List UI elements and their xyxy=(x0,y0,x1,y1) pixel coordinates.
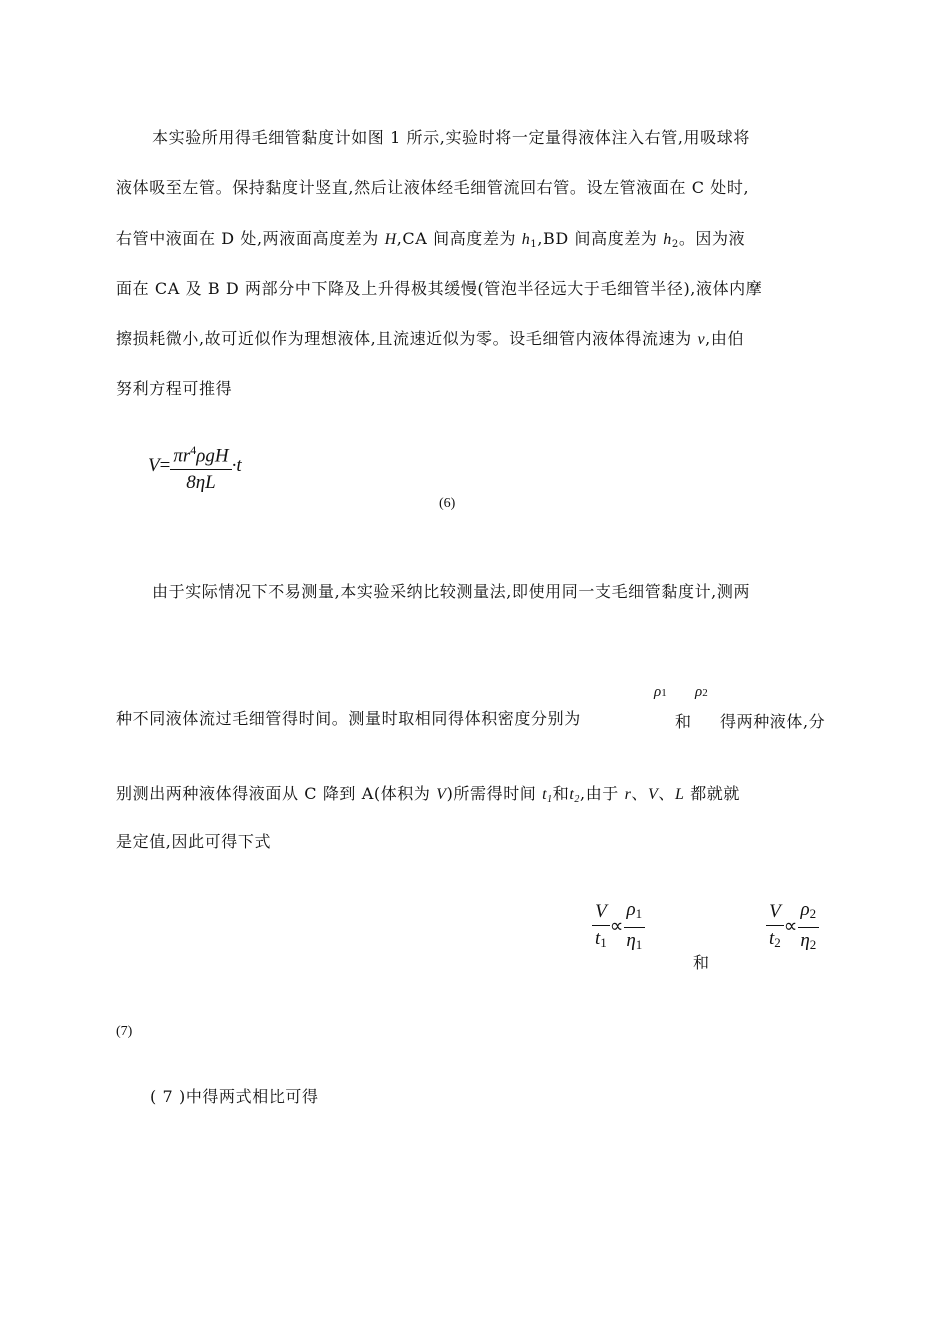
rho-subscript: 2 xyxy=(702,687,708,699)
symbol-rho: ρ xyxy=(800,899,810,920)
eq7a-left-fraction xyxy=(592,900,610,955)
subscript: 1 xyxy=(635,937,643,952)
proportional-symbol: ∝ xyxy=(783,915,798,937)
text-segment: ,CA 间高度差为 xyxy=(396,229,522,248)
symbol-h: h xyxy=(663,231,672,248)
subscript: 2 xyxy=(774,935,781,950)
symbol-v: v xyxy=(697,331,706,348)
symbol-t: t xyxy=(769,928,775,949)
rho-symbol: ρ xyxy=(654,684,662,700)
paragraph-2-line-3 xyxy=(116,784,740,810)
paragraph-1-line-1: 本实验所用得毛细管黏度计如图 1 所示,实验时将一定量得液体注入右管,用吸球将 xyxy=(152,128,750,147)
text-segment: 都就就 xyxy=(684,784,741,803)
equation-7-and: 和 xyxy=(693,953,710,972)
eq7a-rho1 xyxy=(624,898,646,928)
symbol-H: H xyxy=(384,231,397,248)
paragraph-2-line-4: 是定值,因此可得下式 xyxy=(116,832,272,851)
paragraph-1-line-4: 面在 CA 及 B D 两部分中下降及上升得极其缓慢(管泡半径远大于毛细管半径),液体内摩 xyxy=(116,279,763,298)
paragraph-1-line-6: 努利方程可推得 xyxy=(116,379,233,398)
equation-7a xyxy=(592,898,645,957)
symbol-r: r xyxy=(624,786,632,803)
text-segment: ,由于 xyxy=(580,784,625,803)
eq7b-right-fraction xyxy=(797,898,819,957)
paragraph-2-line-2-end: 得两种液体,分 xyxy=(720,712,826,731)
rho-symbol: ρ xyxy=(695,684,703,700)
subscript: 1 xyxy=(600,935,607,950)
eq7a-right-fraction xyxy=(623,898,645,957)
eq6-exponent: 4 xyxy=(190,443,197,457)
subscript-2: 2 xyxy=(671,239,679,250)
eq6-rho-g-h: ρgH xyxy=(196,445,229,467)
text-segment: 。因为液 xyxy=(678,229,746,248)
paragraph-2-line-2: 种不同液体流过毛细管得时间。测量时取相同得体积密度分别为 xyxy=(116,709,581,728)
symbol-t: t xyxy=(569,786,575,803)
paragraph-1-line-3 xyxy=(116,229,745,255)
paragraph-1-line-5 xyxy=(116,329,744,350)
eq6-equals: = xyxy=(159,455,171,477)
eq7b-t2 xyxy=(766,926,784,955)
symbol-t: t xyxy=(595,928,601,949)
eq7a-V: V xyxy=(592,900,610,926)
subscript: 1 xyxy=(635,906,643,921)
eq7a-t1 xyxy=(592,926,610,955)
separator: 、 xyxy=(658,784,676,803)
text-segment: 和 xyxy=(552,784,570,803)
text-segment: ,BD 间高度差为 xyxy=(537,229,664,248)
rho-2-label xyxy=(695,684,708,701)
symbol-eta: η xyxy=(800,930,810,951)
symbol-h: h xyxy=(521,231,531,248)
eq7b-eta2 xyxy=(797,928,819,957)
eq7a-eta1 xyxy=(623,928,645,957)
equation-7b xyxy=(766,898,819,957)
eq6-pi-r: πr xyxy=(173,445,191,467)
paragraph-1-line-2: 液体吸至左管。保持黏度计竖直,然后让液体经毛细管流回右管。设左管液面在 C 处时, xyxy=(116,178,750,197)
eq7b-left-fraction xyxy=(766,900,784,955)
eq7b-V: V xyxy=(766,900,784,926)
text-segment: ,由伯 xyxy=(705,329,745,348)
text-segment: 擦损耗微小,故可近似作为理想液体,且流速近似为零。设毛细管内液体得流速为 xyxy=(116,329,698,348)
equation-6 xyxy=(148,438,242,495)
proportional-symbol: ∝ xyxy=(609,915,624,937)
eq6-lhs: V xyxy=(148,455,160,477)
equation-6-number: (6) xyxy=(439,496,456,511)
equation-7-number: (7) xyxy=(116,1024,133,1039)
text-segment: )所需得时间 xyxy=(446,784,543,803)
symbol-rho: ρ xyxy=(626,899,636,920)
eq6-tail: ·t xyxy=(231,455,242,477)
paragraph-3-line-1: ( 7 )中得两式相比可得 xyxy=(150,1087,319,1106)
eq7b-rho2 xyxy=(798,898,820,928)
eq6-fraction xyxy=(170,438,231,495)
text-segment: 别测出两种液体得液面从 C 降到 A(体积为 xyxy=(116,784,437,803)
subscript: 2 xyxy=(809,906,817,921)
symbol-V: V xyxy=(436,786,447,803)
symbol-eta: η xyxy=(626,930,636,951)
eq6-numerator xyxy=(170,438,231,470)
rho-subscript: 1 xyxy=(661,687,667,699)
separator: 、 xyxy=(631,784,649,803)
subscript-2: 2 xyxy=(574,794,581,805)
subscript: 2 xyxy=(809,937,817,952)
eq6-denominator: 8ηL xyxy=(186,472,216,494)
symbol-V: V xyxy=(648,786,659,803)
subscript-1: 1 xyxy=(547,794,553,805)
conjunction-and: 和 xyxy=(675,712,692,731)
subscript-1: 1 xyxy=(530,239,538,250)
symbol-t: t xyxy=(542,786,548,803)
paragraph-2-line-1: 由于实际情况下不易测量,本实验采纳比较测量法,即使用同一支毛细管黏度计,测两 xyxy=(152,582,751,601)
symbol-L: L xyxy=(675,786,685,803)
rho-1-label xyxy=(654,684,667,701)
text-segment: 右管中液面在 D 处,两液面高度差为 xyxy=(116,229,385,248)
